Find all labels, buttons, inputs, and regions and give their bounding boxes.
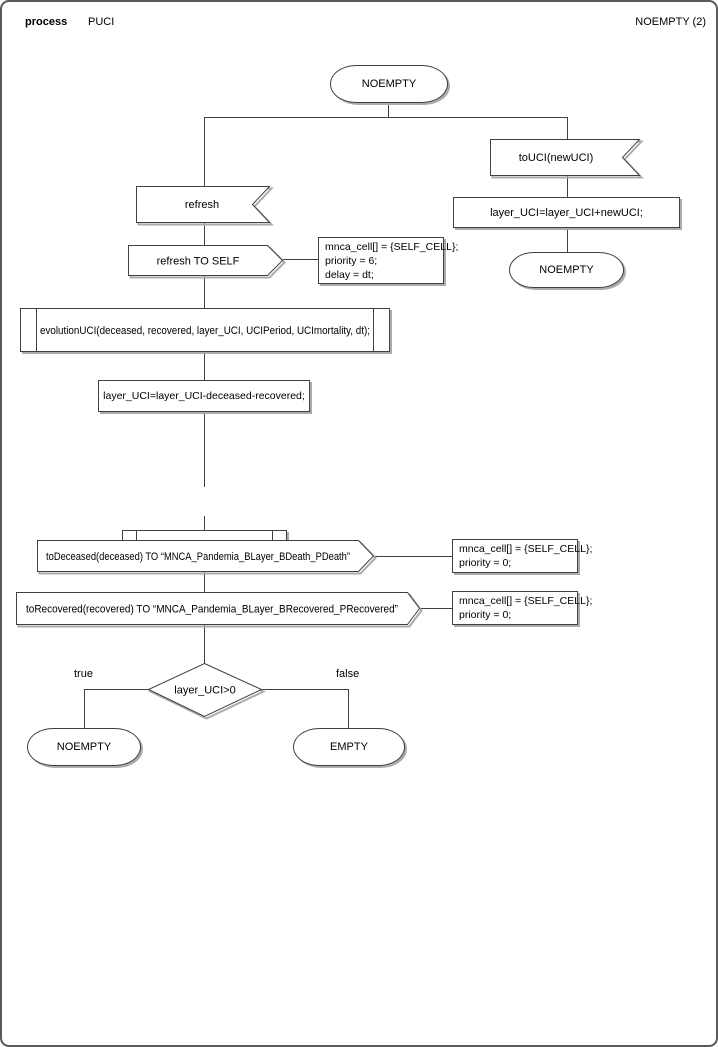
task-add-newuci (453, 197, 680, 228)
connector-evolution-to-task (204, 352, 205, 381)
connector-right-branch-down (567, 117, 568, 140)
connector-branch-horizontal (204, 117, 568, 118)
procedure-evolution-text-canvas (21, 309, 389, 351)
input-touci-label: toUCI(newUCI) (518, 152, 594, 164)
connector-recovered-to-decision (204, 625, 205, 664)
procedure-evolution-label: evolutionUCI(deceased, recovered, layer_UCI, UCIPeriod, UCImortality, dt); (40, 325, 370, 337)
procedure-evolution (20, 308, 390, 352)
comment-refresh (318, 237, 459, 284)
state-noempty-true-label: NOEMPTY (56, 741, 112, 753)
decision-condition-label: layer_UCI>0 (174, 684, 236, 697)
state-empty-false (293, 728, 405, 766)
label-true: true (74, 668, 93, 680)
connector-left-branch-down (204, 117, 205, 186)
input-signal-icon (136, 186, 276, 228)
output-refresh-to-self-label: refresh TO SELF (156, 255, 240, 268)
output-signal-icon (37, 540, 379, 577)
output-signal-icon (128, 245, 288, 281)
connector-start-down (388, 103, 389, 118)
start-state-label: NOEMPTY (361, 78, 417, 90)
comment-deceased-line2: priority = 0; (459, 557, 512, 569)
output-refresh-to-self (128, 245, 288, 281)
state-noempty-true (27, 728, 141, 766)
state-noempty-right-label: NOEMPTY (539, 264, 594, 276)
comment-deceased (452, 539, 593, 573)
connector-task-to-state (567, 228, 568, 253)
task-update-layer-label: layer_UCI=layer_UCI-deceased-recovered; (103, 390, 305, 402)
connector-false-down (348, 689, 349, 729)
header-process-name: PUCI (88, 16, 115, 28)
input-refresh-label: refresh (184, 199, 220, 211)
input-touci (490, 139, 645, 180)
connector-comment-deceased (374, 556, 453, 557)
task-add-newuci-label: layer_UCI=layer_UCI+newUCI; (490, 206, 643, 219)
comment-deceased-line1: mnca_cell[] = {SELF_CELL}; (459, 543, 593, 555)
output-to-recovered (16, 592, 425, 630)
decision-diamond-icon (148, 663, 266, 721)
output-to-deceased-label: toDeceased(deceased) TO “MNCA_Pandemia_BLayer_BDeath_PDeath” (46, 551, 351, 563)
connector-false-horizontal (261, 689, 349, 690)
connector-comment-refresh (283, 259, 319, 260)
input-refresh (136, 186, 276, 228)
output-to-deceased (37, 540, 379, 577)
comment-refresh-line2: priority = 6; (325, 255, 378, 267)
output-signal-icon (16, 592, 425, 630)
input-signal-icon (490, 139, 645, 180)
comment-refresh-line3: delay = dt; (325, 269, 374, 281)
output-to-recovered-label: toRecovered(recovered) TO “MNCA_Pandemia_BLayer_BRecovered_PRecovered” (26, 603, 399, 616)
header-kind-label: process (25, 16, 68, 28)
comment-refresh-line1: mnca_cell[] = {SELF_CELL}; (325, 241, 459, 253)
start-state (330, 65, 448, 103)
state-empty-false-label: EMPTY (330, 741, 368, 753)
comment-recovered (452, 591, 593, 625)
task-update-layer (98, 380, 310, 412)
comment-recovered-line2: priority = 0; (459, 609, 512, 621)
label-false: false (336, 668, 360, 680)
state-noempty-right (509, 252, 624, 288)
decision-layer-uci (148, 663, 266, 721)
connector-true-horizontal (84, 689, 149, 690)
header-page-title: NOEMPTY (2) (635, 16, 706, 28)
comment-recovered-line1: mnca_cell[] = {SELF_CELL}; (459, 595, 593, 607)
connector-task-to-report (204, 412, 205, 487)
connector-true-down (84, 689, 85, 729)
